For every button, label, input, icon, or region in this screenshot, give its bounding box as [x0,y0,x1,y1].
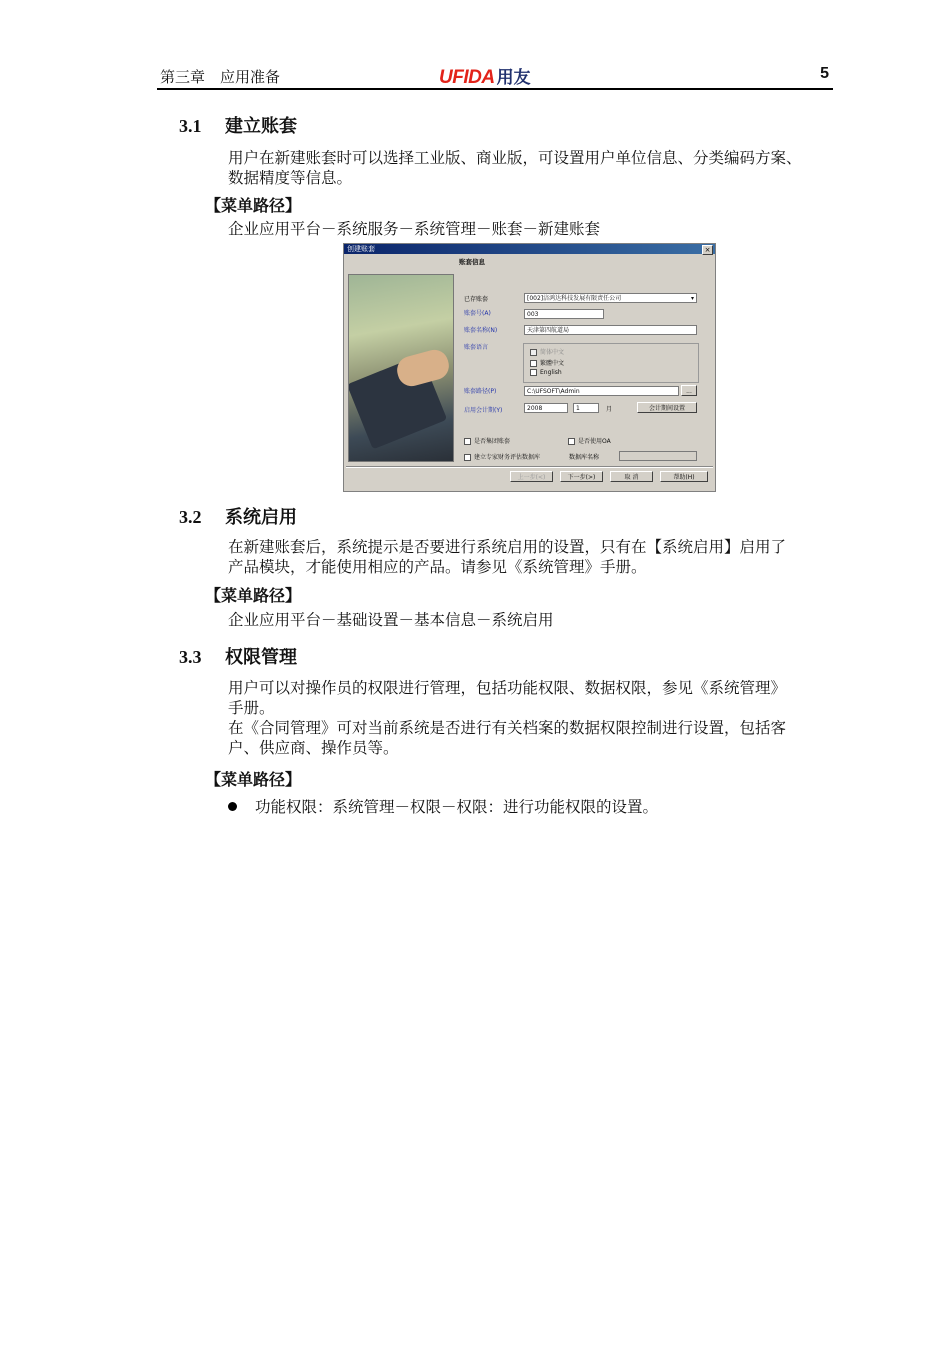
prev-button[interactable]: 上一步(<) [510,471,553,482]
dialog-titlebar [344,244,715,254]
hand-shape [394,347,452,389]
lang-traditional-checkbox[interactable] [530,358,564,367]
bullet-text: 功能权限：系统管理－权限－权限：进行功能权限的设置。 [255,798,659,816]
lang-label: English [540,369,562,376]
account-path-field[interactable]: C:\UFSOFT\Admin [524,386,679,396]
start-month-field[interactable]: 1 [573,403,599,413]
section-body-3-2 [228,537,838,577]
group-account-checkbox[interactable] [464,436,510,445]
body-line: 产品模块，才能使用相应的产品。请参见《系统管理》手册。 [228,558,647,576]
section-heading-3-2 [179,503,297,529]
language-group [523,343,699,383]
body-line: 用户可以对操作员的权限进行管理，包括功能权限、数据权限，参见《系统管理》 [228,679,787,697]
menu-path: 企业应用平台－系统服务－系统管理－账套－新建账套 [228,220,601,238]
next-button[interactable]: 下一步(>) [560,471,603,482]
chevron-down-icon: ▾ [690,295,694,302]
section-title: 建立账套 [225,116,297,137]
existing-account-select[interactable] [524,293,697,303]
dialog-title: 创建账套 [347,245,375,253]
tablet-illustration [348,274,454,462]
bullet-icon [228,802,237,811]
expert-db-checkbox[interactable] [464,452,540,461]
chapter-title: 第三章 应用准备 [160,68,281,86]
body-line: 在《合同管理》可对当前系统是否进行有关档案的数据权限控制进行设置，包括客 [228,719,787,737]
cancel-button[interactable]: 取 消 [610,471,653,482]
lang-label: 简体中文 [540,349,565,356]
menu-path: 企业应用平台－基础设置－基本信息－系统启用 [228,611,554,629]
section-body-3-3 [228,678,838,758]
section-number: 3.3 [179,647,202,667]
bullet-item [228,795,658,817]
brand-name: UFIDA [439,67,495,88]
section-number: 3.2 [179,507,202,527]
select-value: [002]涪鸿达科技发展有限责任公司 [527,295,622,302]
account-language-label: 账套语言 [464,344,489,351]
close-icon[interactable]: × [702,245,713,255]
section-number: 3.1 [179,116,202,136]
period-settings-button[interactable]: 会计期间设置 [637,402,697,413]
checkbox-label: 是否集团账套 [474,438,511,445]
section-title: 系统启用 [225,507,297,528]
body-line: 数据精度等信息。 [228,169,353,187]
body-line: 用户在新建账套时可以选择工业版、商业版，可设置用户单位信息、分类编码方案、 [228,149,802,167]
body-line: 在新建账套后，系统提示是否要进行系统启用的设置，只有在【系统启用】启用了 [228,538,787,556]
account-path-label: 账套路径(P) [464,388,497,395]
lang-simplified-checkbox[interactable] [530,347,564,356]
section-heading-3-3 [179,643,297,669]
create-account-dialog [343,243,716,492]
account-name-field[interactable]: 天津第四航道局 [524,325,697,335]
section-body-3-1 [228,148,838,188]
db-name-label: 数据库名称 [569,454,600,461]
body-line: 手册。 [228,699,275,717]
lang-label: 繁體中文 [540,360,565,367]
account-name-label: 账套名称(N) [464,327,498,334]
page-header [157,62,833,90]
db-name-field[interactable] [619,451,697,461]
ufida-logo [439,63,531,89]
checkbox-label: 是否使用OA [578,438,611,445]
menu-path-heading: 【菜单路径】 [205,586,302,605]
browse-button[interactable]: ... [681,385,697,396]
section-heading-3-1 [179,112,297,138]
lang-english-checkbox[interactable] [530,369,562,376]
menu-path-heading: 【菜单路径】 [205,770,302,789]
account-number-label: 账套号(A) [464,310,491,317]
use-oa-checkbox[interactable] [568,436,611,445]
start-period-label: 启用会计期(Y) [464,407,503,414]
dialog-subtitle: 账套信息 [459,258,485,266]
body-line: 户、供应商、操作员等。 [228,739,399,757]
divider [346,466,713,468]
month-unit: 月 [606,406,613,413]
section-title: 权限管理 [225,647,297,668]
checkbox-label: 建立专家财务评估数据库 [474,454,541,461]
account-number-field[interactable]: 003 [524,309,604,319]
brand-name-cn: 用友 [496,68,531,87]
help-button[interactable]: 帮助(H) [660,471,708,482]
start-year-field[interactable]: 2008 [524,403,568,413]
menu-path-heading: 【菜单路径】 [205,196,302,215]
page-number: 5 [820,65,829,82]
existing-account-label: 已存账套 [464,296,489,303]
